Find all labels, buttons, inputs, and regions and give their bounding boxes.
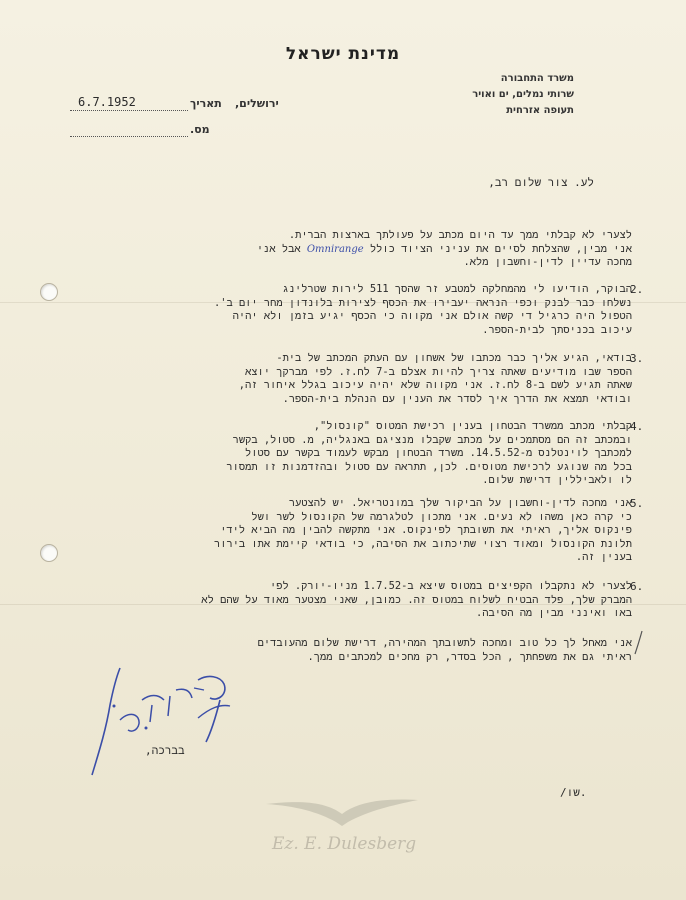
- text-line: ראיתי גם את משפחתך , הכל בסדר, רק מחכים למכתבים ממך.: [307, 650, 632, 663]
- text-line: בענין זה.: [575, 551, 632, 564]
- paragraph-2: [94, 283, 632, 337]
- text-line: שאתה תגיע לשם ב-8 לח.ז. אני מקווה שלא יהיה עיכוב בגלל איחור זה,: [238, 379, 632, 392]
- text-line: קבלתי מכתב ממשרד הבטחון בענין רכישת המטוס "קונסול",: [313, 420, 632, 432]
- paragraph-4: [94, 420, 632, 488]
- punch-hole: [40, 283, 58, 301]
- bird-emblem-watermark: [262, 790, 422, 830]
- date-line: [70, 110, 188, 111]
- paragraph-number: 6.: [630, 580, 644, 593]
- text-line: עיכוב בכניסתך לבית-הספר.: [482, 323, 632, 336]
- text-line: הטפול היה כרגיל די קשה אולם אני מקווה כי הכסף יגיע בזמן ולא יהיה: [232, 310, 632, 323]
- text-line: למכתבך לוינטלנס מ-14.5.52. משרד הבטחון מבקש לעמוד בקשר עם סטול: [245, 447, 632, 460]
- text-line: באו ואינני מבין מה הסיבה.: [476, 607, 632, 620]
- date-label: תאריך: [190, 97, 222, 110]
- text-line: אני מאחל לך כל טוב ומחכה לתשובתך המהירה, דרישת שלום מהעובדים: [257, 637, 632, 649]
- text-line-part: אבל אני: [256, 242, 307, 255]
- text-line: לצערי לא קבלתי ממך עד היום מכתב על פעולתך בארצות הברית.: [288, 229, 632, 241]
- signature-watermark: Ez. E. Dulesberg: [272, 834, 417, 854]
- text-line: אני מחכה לדין-וחשבון על הביקור שלך במונטריאל. יש להצטער: [288, 497, 632, 509]
- ministry-line: תעופה אזרחית: [506, 105, 574, 116]
- ministry-line: משרד התחבורה: [500, 73, 574, 84]
- letterhead-title: מדינת ישראל: [285, 44, 401, 64]
- text-line: תלונת הקונסול ומאוד רצוי שתיכתוב את הסיבה, כי בודאי קיימת אתו בירור: [213, 537, 632, 550]
- text-line-part: אני מבין, שהצלחת לסיים את עניני הציוד כולל: [363, 242, 632, 255]
- typist-initials: /שו.: [560, 786, 587, 799]
- city-label: ירושלים,: [235, 97, 279, 110]
- text-line: מחכה עדיין לדין-וחשבון מלא.: [463, 256, 632, 269]
- text-line: נשלחו כבר לבנק וכפי הנראה יעבירו את הכסף לצירות בלונדון מחר יום ב'.: [213, 296, 632, 309]
- text-line: בודאי, הגיע אליך כבר מכתבו של אשחון עם העתק המכתב של בית-: [276, 352, 632, 364]
- text-line: לו ולאביללין דרישת שלום.: [482, 474, 632, 487]
- paragraph-6: [94, 580, 632, 621]
- paragraph-number: 4.: [630, 420, 644, 433]
- pencil-mark: [632, 630, 646, 656]
- text-line: ובמכתב זה הם מסתמכים על מכתב שקבלו מנציגם באנגליה, מ. סטול, בקשר: [232, 433, 632, 446]
- text-line: המברק שלך, פלד הבטיח לשלוח במטוס זה. כמובן, שאני מצטער מאוד על שהם לא: [201, 593, 632, 606]
- paragraph-5: [94, 497, 632, 565]
- text-line: פינקוס אליך, ראיתי את תשובתך לפינקוס. אני מתקשה להבין מה הביא לידי: [220, 524, 632, 537]
- paragraph-1: [94, 229, 632, 270]
- text-line: [94, 243, 632, 257]
- closing-regards: בברכה,: [145, 744, 185, 757]
- paragraph-number: 3.: [630, 352, 644, 365]
- paragraph-number: 2.: [630, 283, 644, 296]
- text-line: בכל מה שנוגע לרכישת מטוסים. לכן, תתראה עם סטול ובהזדמנות זו תמסור: [226, 460, 632, 473]
- reference-label: מס.: [190, 123, 210, 136]
- reference-line: [70, 136, 188, 137]
- text-line: לצערי לא נתקבלו הקפיצים במטוס שיצא ב-1.7.52 מניו-יורק. לפי: [269, 580, 632, 592]
- text-line: הבוקר, הודיעו לי מהמחלקה למטבע זר שהסך 511 לירות שטרלינג: [282, 283, 632, 295]
- text-line: ובודאי תמצא את הדרך איך לסדר את הענין עם הנהלת בית-הספר.: [282, 392, 632, 405]
- punch-hole: [40, 544, 58, 562]
- date-value: 6.7.1952: [78, 95, 136, 109]
- ministry-line: שרותי נמלים, ים ואויר: [472, 89, 574, 100]
- text-line: הספר שבו מודיעים שאתה צריך להיות אצלם ב-7 לח.ז. לפי מברקך יוצא: [245, 365, 632, 378]
- handwritten-insert: Omnirange: [306, 243, 364, 255]
- salutation: לע. צור שלום רב,: [488, 176, 594, 189]
- text-line: כי קרה כאן משהו לא נעים. אני מתכון לטלגרמה של הקונסול לשר ושל: [251, 510, 632, 523]
- paragraph-3: [94, 352, 632, 406]
- paragraph-number: 5.: [630, 497, 644, 510]
